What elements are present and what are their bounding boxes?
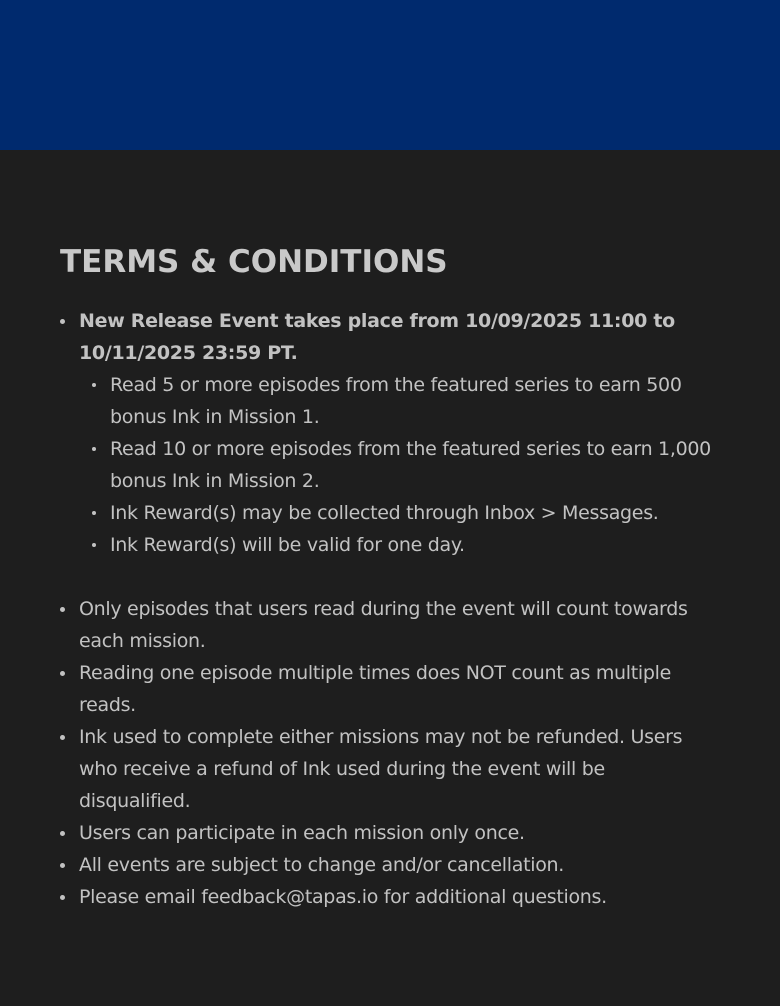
list-item: Only episodes that users read during the event will count towards each mission. bbox=[60, 593, 720, 657]
terms-section bbox=[0, 150, 780, 913]
sub-list-item: Ink Reward(s) may be collected through Inbox > Messages. bbox=[110, 497, 720, 529]
sub-list-item: Ink Reward(s) will be valid for one day. bbox=[110, 529, 720, 561]
mission-rules-list bbox=[79, 369, 720, 561]
sub-list-item: Read 10 or more episodes from the featured series to earn 1,000 bonus Ink in Mission 2. bbox=[110, 433, 720, 497]
list-spacer bbox=[79, 561, 720, 593]
header-banner bbox=[0, 0, 780, 150]
terms-list bbox=[60, 305, 720, 913]
list-item: Users can participate in each mission only once. bbox=[60, 817, 720, 849]
sub-list-item: Read 5 or more episodes from the featured series to earn 500 bonus Ink in Mission 1. bbox=[110, 369, 720, 433]
event-period-text: New Release Event takes place from 10/09/2025 11:00 to 10/11/2025 23:59 PT. bbox=[79, 310, 675, 365]
list-item: Please email feedback@tapas.io for additional questions. bbox=[60, 881, 720, 913]
list-item: Ink used to complete either missions may not be refunded. Users who receive a refund of Ink used during the event will be disqualified. bbox=[60, 721, 720, 817]
terms-title: TERMS & CONDITIONS bbox=[60, 244, 448, 280]
list-item: All events are subject to change and/or cancellation. bbox=[60, 849, 720, 881]
event-terms-item bbox=[60, 305, 720, 593]
list-item: Reading one episode multiple times does NOT count as multiple reads. bbox=[60, 657, 720, 721]
